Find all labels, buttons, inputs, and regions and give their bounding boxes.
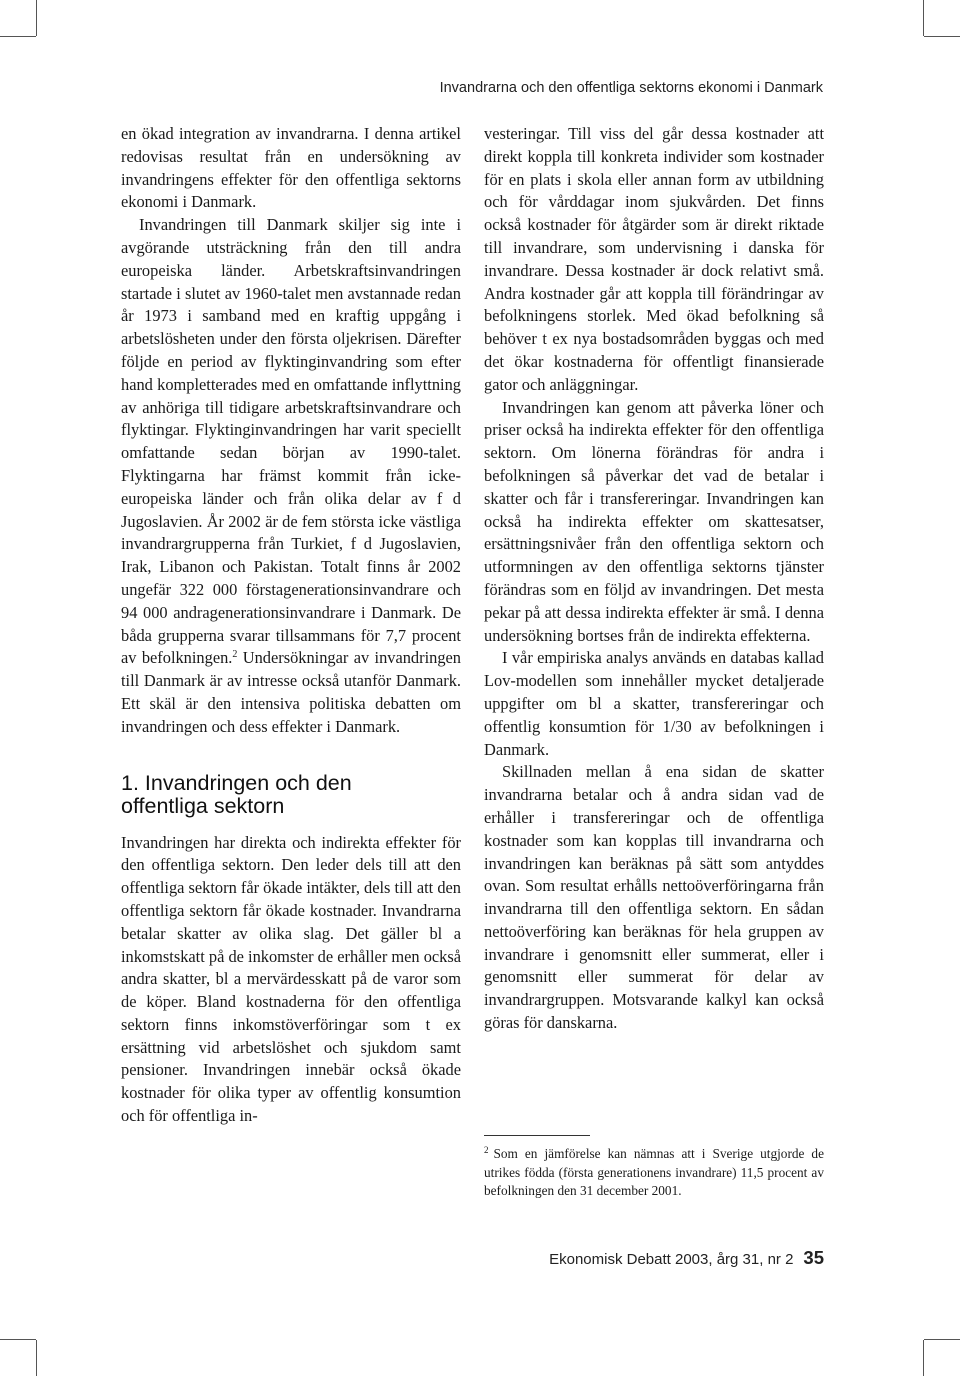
- footnote: [484, 1145, 824, 1201]
- page-number: 35: [803, 1247, 824, 1268]
- body-paragraph: Invandringen har direkta och indirekta effekter för den offentliga sektorn. Den leder dels till att den offentliga sektorn får ökade intäkter, dels till att den offentliga sektorn får ökade kostnader. Invandrarna betalar skatter av olika slag. Det gäller bl a inkomstskatt på de inkomster de erhåller men också andra skatter, bl a mervärdesskatt på de varor som de köper. Bland kostnaderna för den offentliga sektorn finns inkomstöverföringar som t ex ersättning vid arbetslöshet och sjukdom samt pensioner. Invandringen innebär också ökade kostnader för olika typer av offentlig konsumtion och för offentliga in-: [121, 832, 462, 1126]
- section-heading: 1. Invandringen och den offentliga sektorn: [121, 770, 352, 818]
- running-head: Invandrarna och den offentliga sektorns ekonomi i Danmark: [439, 80, 823, 96]
- footnote-text: Som en jämförelse kan nämnas att i Sverige utgjorde de utrikes födda (första generationens invandrare) 11,5 procent av befolkningen den 31 december 2001.: [484, 1146, 824, 1198]
- crop-mark-bottom-left: [0, 1339, 36, 1340]
- body-paragraph: en ökad integration av invandrarna. I denna artikel redovisas resultat från en undersökning av invandringens effekter för den offentliga sektorns ekonomi i Danmark.: [121, 124, 461, 212]
- crop-mark-bottom-right: [924, 1339, 960, 1340]
- paragraph-text: Undersökningar av invandringen till Danmark är av intresse också utanför Danmark. Ett skäl är den intensiva politiska debatten om invandringen och dess effekter i Danmark.: [121, 648, 461, 736]
- right-column: [484, 123, 824, 1035]
- page-footer: [549, 1247, 824, 1269]
- body-paragraph: [121, 214, 461, 738]
- crop-mark-bottom-left: [36, 1340, 37, 1376]
- footnote-divider: [484, 1135, 590, 1136]
- crop-mark-top-right: [924, 36, 960, 37]
- journal-citation: Ekonomisk Debatt 2003, årg 31, nr 2: [549, 1251, 794, 1268]
- crop-mark-top-right: [923, 0, 924, 36]
- crop-mark-top-left: [36, 0, 37, 36]
- footnote-marker: 2: [484, 1145, 489, 1155]
- left-column: [121, 123, 461, 1128]
- body-paragraph: Invandringen kan genom att påverka löner och priser också ha indirekta effekter för den offentliga sektorn. Om lönerna förändras för andra i befolkningen så påverkar det vad de betalar i skatter och får i transfereringar. Invandringen kan också ha indirekta effekter om skattesatser, ersättningsnivåer från den offentliga sektorn och utformningen av den offentliga sektorns tjänster förändras som en följd av invandringen. Det mesta pekar på att dessa indirekta effekter är små. I denna undersökning bortses från de indirekta effekterna.: [484, 397, 824, 645]
- crop-mark-bottom-right: [923, 1340, 924, 1376]
- body-paragraph: Skillnaden mellan å ena sidan de skatter invandrarna betalar och å andra sidan vad de erhåller i transfereringar och de offentliga kostnader som kan kopplas till invandrarna och invandringen kan beräknas på sätt som antyddes ovan. Som resultat erhålls nettoöverföringarna från invandrarna till den offentliga sektorn. En sådan nettoöverföring kan beräknas för hela gruppen av invandrare i genomsnitt eller summerat, eller i genomsnitt eller summerat för delar av invandrargruppen. Motsvarande kalkyl kan också göras för danskarna.: [484, 762, 824, 1033]
- body-paragraph: vesteringar. Till viss del går dessa kostnader att direkt koppla till konkreta individer som kostnader för en plats i skola eller annan form av utbildning och för vårddagar inom sjukvården. Det finns också kostnader för åtgärder som är direkt riktade till invandrare, som undervisning i danska för invandrare. Dessa kostnader är dock relativt små. Andra kostnader går att koppla till förändringar av befolkningens storlek. Med ökad befolkning så behöver t ex nya bostadsområden byggas och med det ökar kostnaderna för offentligt finansierade gator och anläggningar.: [484, 124, 824, 394]
- crop-mark-top-left: [0, 36, 36, 37]
- footnote-reference[interactable]: 2: [232, 649, 238, 661]
- body-paragraph: I vår empiriska analys används en databas kallad Lov-modellen som innehåller mycket detaljerade uppgifter om bl a skatter, transfereringar och offentlig konsumtion för 1/30 av befolkningen i Danmark.: [484, 648, 824, 759]
- paragraph-text: Invandringen till Danmark skiljer sig inte i avgörande utsträckning från den till andra europeiska länder. Arbetskraftsinvandringen startade i slutet av 1960-talet men avstannade redan år 1973 i samband med en kraftig uppgång i arbetslösheten under den första oljekrisen. Därefter följde en period av flyktinginvandring som efter hand kompletterades med en omfattande inflyttning av anhöriga till tidigare arbetskraftsinvandrare och flyktingar. Flyktinginvandringen har varit speciellt omfattande sedan början av 1990-talet. Flyktingarna har främst kommit från icke-europeiska länder och från olika delar av f d Jugoslavien. År 2002 är de fem största icke västliga invandrargrupperna från Turkiet, f d Jugoslavien, Irak, Libanon och Pakistan. Totalt finns år 2002 ungefär 322 000 förstagenerationsinvandrare och 94 000 andragenerationsinvandrare i Danmark. De båda grupperna svarar tillsammans för 7,7 procent av befolkningen.: [121, 215, 461, 668]
